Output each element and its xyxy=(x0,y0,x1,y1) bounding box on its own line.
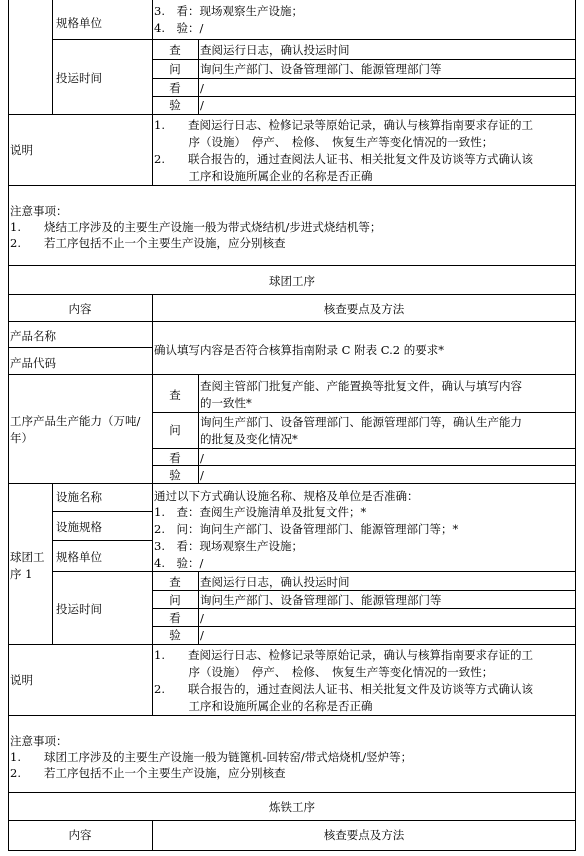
sinter-spec-unit-label: 规格单位 xyxy=(56,16,102,30)
grid-line xyxy=(8,294,576,295)
capacity-look-key: 看 xyxy=(169,451,181,465)
product-check-text: 确认填写内容是否符合核算指南附录 C 附表 C.2 的要求* xyxy=(154,343,445,357)
iron-col-method: 核查要点及方法 xyxy=(323,828,405,842)
sinter-ask-value: 询问生产部门、设备管理部门、能源管理部门等 xyxy=(200,62,442,76)
grid-line xyxy=(8,265,576,266)
sinter-commission-label: 投运时间 xyxy=(56,71,102,85)
pellet-check-key: 查 xyxy=(169,575,181,589)
sinter-note-line: 2. 联合报告的，通过查阅法人证书、相关批复文件及访谈等方式确认该 xyxy=(154,152,533,166)
pellet-col-content: 内容 xyxy=(68,302,92,316)
grid-line xyxy=(52,540,152,541)
capacity-look-value: / xyxy=(200,451,204,465)
pellet-unit-label: 序 1 xyxy=(10,567,33,581)
sinter-note-label: 说明 xyxy=(10,143,33,157)
iron-col-content: 内容 xyxy=(68,828,92,842)
grid-line xyxy=(198,374,199,484)
sinter-spec-line: 4. 验：/ xyxy=(154,21,204,35)
facility-line: 4. 验：/ xyxy=(154,556,204,570)
capacity-check-key: 查 xyxy=(169,388,181,402)
pellet-test-value: / xyxy=(200,628,204,642)
product-code-label: 产品代码 xyxy=(10,356,56,370)
grid-line xyxy=(152,412,576,413)
pellet-note-line: 1. 查阅运行日志、检修记录等原始记录，确认与核算指南要求存证的工 xyxy=(154,648,533,662)
sinter-look-value: / xyxy=(200,81,204,95)
facility-line: 通过以下方式确认设施名称、规格及单位是否准确： xyxy=(154,489,419,503)
sinter-look-key: 看 xyxy=(169,81,181,95)
sinter-note-line: 序（设施） 停产、 检修、 恢复生产等变化情况的一致性； xyxy=(154,135,494,149)
sinter-note-line: 工序和设施所属企业的名称是否正确 xyxy=(154,169,373,183)
grid-line xyxy=(152,78,576,79)
capacity-label: 工序产品生产能力（万吨/ xyxy=(10,414,141,428)
pellet-note-line: 序（设施） 停产、 检修、 恢复生产等变化情况的一致性； xyxy=(154,665,494,679)
facility-spec-label: 设施规格 xyxy=(56,520,102,534)
product-name-label: 产品名称 xyxy=(10,329,56,343)
grid-line xyxy=(152,608,576,609)
pellet-section-title: 球团工序 xyxy=(269,274,315,288)
grid-line xyxy=(8,850,576,851)
facility-name-label: 设施名称 xyxy=(56,490,102,504)
grid-line xyxy=(152,96,576,97)
grid-line xyxy=(152,590,576,591)
facility-unit-label: 规格单位 xyxy=(56,550,102,564)
pellet-note-line: 工序和设施所属企业的名称是否正确 xyxy=(154,699,373,713)
sinter-attention-title: 注意事项： xyxy=(10,204,68,218)
capacity-check-line: 查阅主管部门批复产能、产能置换等批复文件，确认与填写内容 xyxy=(200,379,522,393)
pellet-note-label: 说明 xyxy=(10,673,33,687)
iron-section-title: 炼铁工序 xyxy=(269,800,315,814)
grid-line xyxy=(152,448,576,449)
grid-line xyxy=(8,820,576,821)
grid-line xyxy=(152,0,153,185)
grid-line xyxy=(52,39,576,40)
pellet-ask-key: 问 xyxy=(169,593,181,607)
sinter-test-key: 验 xyxy=(169,98,181,112)
pellet-note-line: 2. 联合报告的，通过查阅法人证书、相关批复文件及访谈等方式确认该 xyxy=(154,682,533,696)
pellet-test-key: 验 xyxy=(169,628,181,642)
grid-line xyxy=(8,321,576,322)
grid-line xyxy=(8,185,576,186)
pellet-commission-label: 投运时间 xyxy=(56,602,102,616)
sinter-test-value: / xyxy=(200,98,204,112)
grid-line xyxy=(8,374,576,375)
sinter-attention-line: 2. 若工序包括不止一个主要生产设施，应分别核查 xyxy=(10,236,286,250)
capacity-check-line: 的一致性* xyxy=(200,396,252,410)
sinter-check-value: 查阅运行日志，确认投运时间 xyxy=(200,43,350,57)
border-right xyxy=(575,0,576,851)
pellet-look-key: 看 xyxy=(169,611,181,625)
grid-line xyxy=(8,347,152,348)
grid-line xyxy=(152,820,153,851)
capacity-ask-key: 问 xyxy=(169,423,181,437)
sinter-note-line: 1. 查阅运行日志、检修记录等原始记录，确认与核算指南要求存证的工 xyxy=(154,118,533,132)
sinter-spec-line: 3. 看：现场观察生产设施； xyxy=(154,4,303,18)
grid-line xyxy=(8,114,576,115)
pellet-attention-title: 注意事项： xyxy=(10,734,68,748)
grid-line xyxy=(8,792,576,793)
grid-line xyxy=(8,644,576,645)
pellet-check-value: 查阅运行日志，确认投运时间 xyxy=(200,575,350,589)
capacity-label: 年） xyxy=(10,431,33,445)
grid-line xyxy=(52,483,53,645)
capacity-test-key: 验 xyxy=(169,468,181,482)
pellet-attention-line: 1. 球团工序涉及的主要生产设施一般为链篦机-回转窑/带式焙烧机/竖炉等； xyxy=(10,750,413,764)
border-left xyxy=(8,0,9,851)
capacity-ask-line: 询问生产部门、设备管理部门、能源管理部门等，确认生产能力 xyxy=(200,415,522,429)
capacity-test-value: / xyxy=(200,468,204,482)
facility-line: 1. 查：查阅生产设施清单及批复文件；* xyxy=(154,505,367,519)
sinter-ask-key: 问 xyxy=(169,62,181,76)
grid-line xyxy=(152,626,576,627)
grid-line xyxy=(152,465,576,466)
sinter-attention-line: 1. 烧结工序涉及的主要生产设施一般为带式烧结机/步进式烧结机等； xyxy=(10,220,382,234)
grid-line xyxy=(52,571,576,572)
grid-line xyxy=(8,715,576,716)
pellet-attention-line: 2. 若工序包括不止一个主要生产设施，应分别核查 xyxy=(10,766,286,780)
grid-line xyxy=(52,0,53,115)
grid-line xyxy=(52,511,152,512)
capacity-ask-line: 的批复及变化情况* xyxy=(200,432,298,446)
pellet-col-method: 核查要点及方法 xyxy=(323,302,405,316)
facility-line: 2. 问：询问生产部门、设备管理部门、能源管理部门等；* xyxy=(154,522,459,536)
sinter-check-key: 查 xyxy=(169,43,181,57)
grid-line xyxy=(152,294,153,715)
grid-line xyxy=(8,483,576,484)
grid-line xyxy=(152,59,576,60)
pellet-ask-value: 询问生产部门、设备管理部门、能源管理部门等 xyxy=(200,593,442,607)
pellet-look-value: / xyxy=(200,611,204,625)
facility-line: 3. 看：现场观察生产设施； xyxy=(154,539,303,553)
pellet-unit-label: 球团工 xyxy=(10,550,45,564)
